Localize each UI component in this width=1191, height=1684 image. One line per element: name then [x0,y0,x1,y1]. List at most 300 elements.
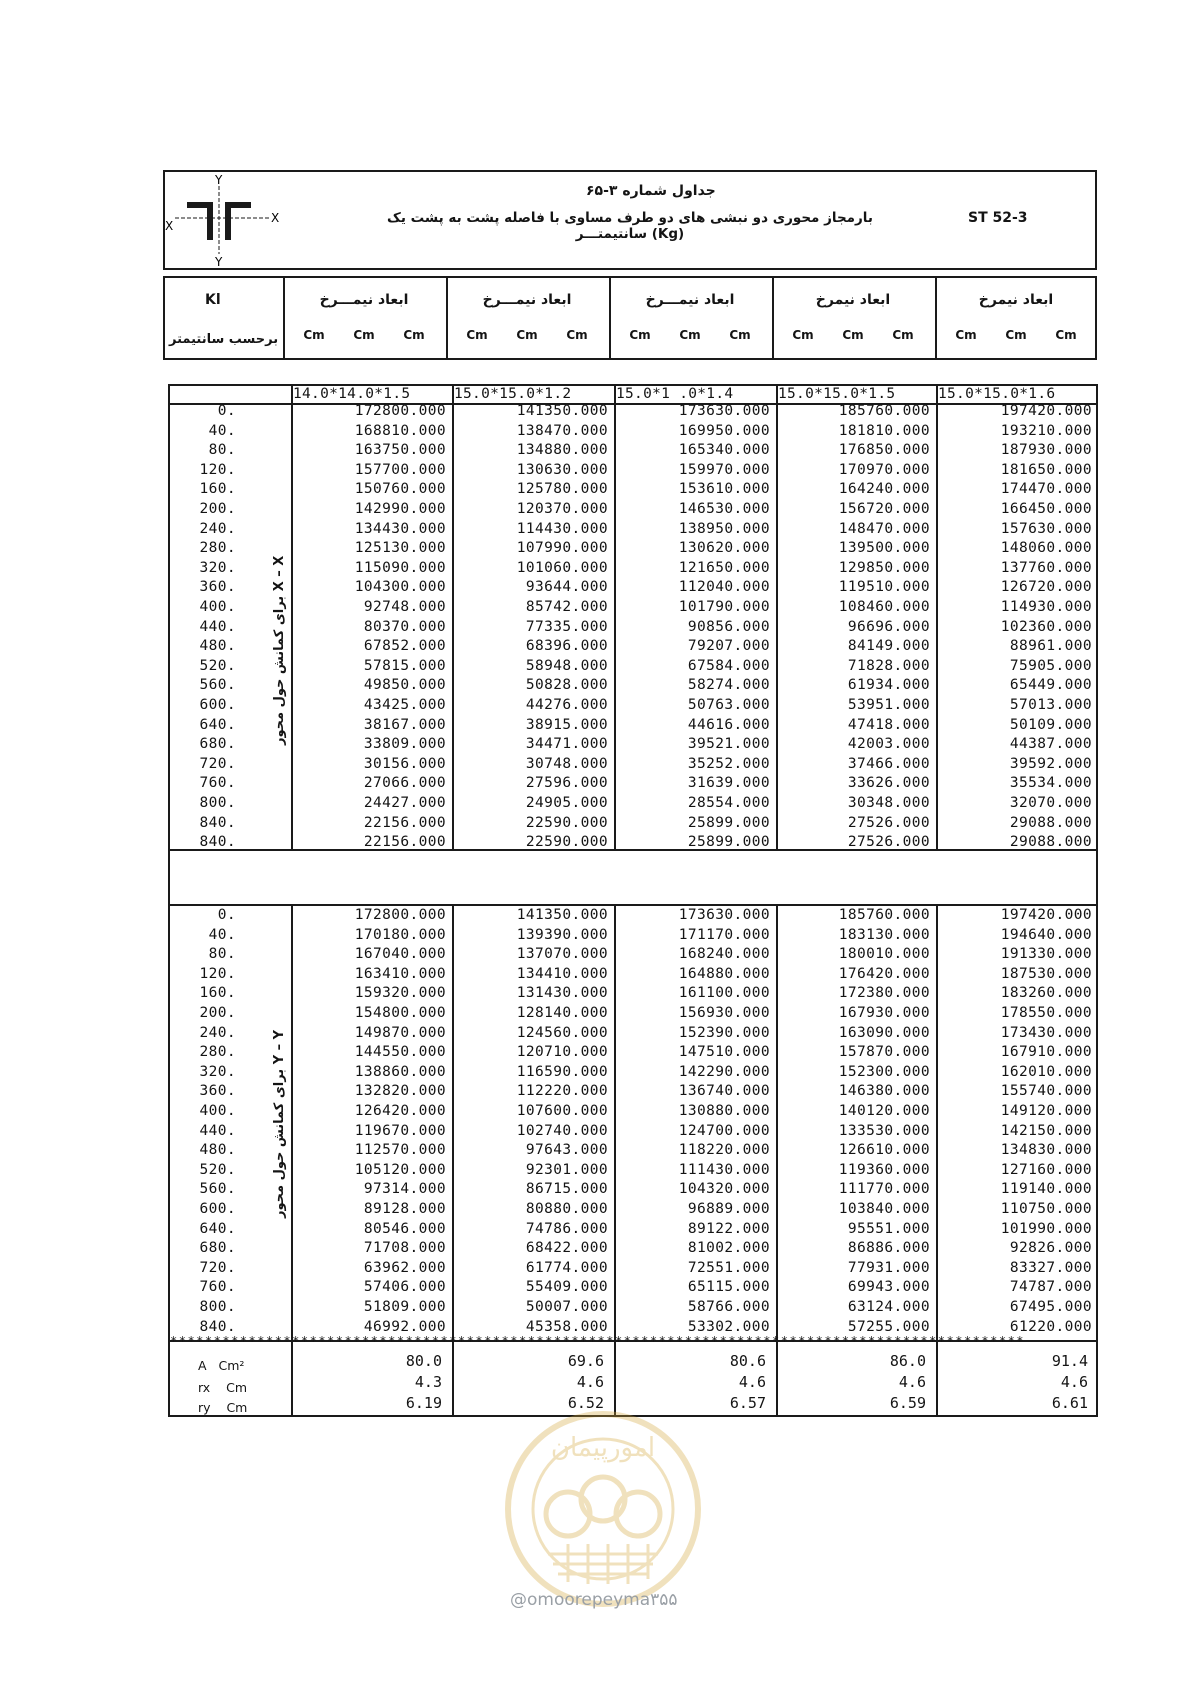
yy_section-kl-16: 640. [199,1220,236,1237]
xx_section-kl-9: 360. [199,579,236,596]
area-label [198,1358,244,1373]
yy_section-value-r13-c4: 119360.000 [838,1161,930,1178]
yy_section-value-r8-c4: 152300.000 [838,1063,930,1080]
yy_section-kl-17: 680. [199,1240,236,1257]
kl-label: Kl [205,292,221,308]
yy_section-value-r5-c5: 178550.000 [1000,1005,1092,1021]
xx_section-value-r19-c4: 33626.000 [847,775,930,792]
yy_section-value-r17-c5: 92826.000 [1009,1240,1092,1257]
yy_section-value-r10-c5: 149120.000 [1000,1103,1092,1119]
xx_section-kl-4: 160. [199,481,236,498]
xx_section-value-r10-c2: 85742.000 [525,599,608,615]
yy_section-value-r18-c5: 83327.000 [1009,1259,1092,1276]
xx_section-value-r6-c5: 157630.000 [1000,520,1092,537]
yy_section-value-r8-c3: 142290.000 [678,1063,770,1080]
yy_section-kl-11: 440. [199,1122,236,1139]
yy_section-value-r20-c2: 50007.000 [525,1299,608,1315]
xx_section-value-r13-c3: 67584.000 [687,657,770,674]
yy_section-kl-14: 560. [199,1181,236,1198]
xx_section-value-r18-c1: 30156.000 [363,755,446,772]
xx_section-value-r21-c3: 25899.000 [687,814,770,831]
xx_section-kl-5: 200. [199,501,236,517]
yy_section-value-r7-c5: 167910.000 [1000,1044,1092,1061]
yy_section-value-r1-c4: 183130.000 [838,926,930,943]
property-ry-col-4: 6.59 [889,1394,926,1412]
rx-label [198,1380,247,1395]
xx_section-value-r14-c2: 50828.000 [525,677,608,694]
yy_section-value-r11-c4: 133530.000 [838,1122,930,1139]
yy_section-value-r19-c3: 65115.000 [687,1279,770,1296]
xx_section-value-r19-c1: 27066.000 [363,775,446,792]
yy_section-value-r20-c4: 63124.000 [847,1299,930,1315]
xx_section-value-r20-c3: 28554.000 [687,795,770,811]
xx_section-kl-11: 440. [199,618,236,635]
xx_section-value-r12-c1: 67852.000 [363,638,446,655]
yy_section-value-r6-c4: 163090.000 [838,1024,930,1041]
double-angle-profile-icon [163,172,283,268]
yy_section-kl-2: 80. [208,946,236,963]
yy_section-value-r11-c5: 142150.000 [1000,1122,1092,1139]
xx_section-value-r20-c1: 24427.000 [363,795,446,811]
yy_section-kl-7: 280. [199,1044,236,1061]
xx_section-value-r14-c3: 58274.000 [687,677,770,694]
xx_section-value-r7-c1: 125130.000 [354,540,446,557]
kl-unit-label: برحسب سانتیمتر [169,332,279,347]
property-ry-col-3: 6.57 [729,1394,766,1412]
xx_section-value-r21-c4: 27526.000 [847,814,930,831]
yy_section-value-r9-c1: 132820.000 [354,1083,446,1100]
ry-unit: Cm [226,1400,248,1415]
yy_section-value-r10-c1: 126420.000 [354,1103,446,1119]
xx_section-value-r6-c3: 138950.000 [678,520,770,537]
xx_section-value-r16-c4: 47418.000 [847,716,930,733]
xx_section-value-r6-c4: 148470.000 [838,520,930,537]
unit-cm: Cm [729,328,751,342]
xx_section-value-r4-c2: 125780.000 [516,481,608,498]
unit-cm: Cm [955,328,977,342]
yy_section-value-r11-c1: 119670.000 [354,1122,446,1139]
yy_section-value-r20-c3: 58766.000 [687,1299,770,1315]
xx_section-value-r16-c1: 38167.000 [363,716,446,733]
xx_section-value-r13-c4: 71828.000 [847,657,930,674]
unit-cm: Cm [792,328,814,342]
xx_section-value-r8-c4: 129850.000 [838,559,930,576]
xx_section-kl-0: 0. [217,403,236,419]
yy_section-value-r10-c2: 107600.000 [516,1103,608,1119]
xx_section-value-r11-c3: 90856.000 [687,618,770,635]
xx_section-value-r17-c2: 34471.000 [525,736,608,753]
xx_section-value-r9-c4: 119510.000 [838,579,930,596]
ry-symbol: ry [198,1400,211,1415]
xx_section-value-r11-c2: 77335.000 [525,618,608,635]
xx_section-value-r7-c5: 148060.000 [1000,540,1092,557]
yy_section-value-r16-c4: 95551.000 [847,1220,930,1237]
yy_section-value-r14-c2: 86715.000 [525,1181,608,1198]
yy_section-value-r1-c2: 139390.000 [516,926,608,943]
yy_section-value-r1-c5: 194640.000 [1000,926,1092,943]
xx_section-value-r4-c1: 150760.000 [354,481,446,498]
xx_section-value-r11-c4: 96696.000 [847,618,930,635]
yy_section-value-r11-c3: 124700.000 [678,1122,770,1139]
yy_section-value-r11-c2: 102740.000 [516,1122,608,1139]
yy_section-value-r12-c3: 118220.000 [678,1142,770,1159]
xx_section-value-r3-c1: 157700.000 [354,461,446,478]
yy_section-kl-8: 320. [199,1063,236,1080]
property-A-col-5: 91.4 [1051,1352,1088,1370]
yy_section-value-r12-c2: 97643.000 [525,1142,608,1159]
xx_section-value-r12-c2: 68396.000 [525,638,608,655]
yy_section-kl-3: 120. [199,965,236,982]
steel-grade: ST 52-3 [968,210,1028,226]
yy_section-value-r14-c5: 119140.000 [1000,1181,1092,1198]
yy_section-value-r21-c5: 61220.000 [1009,1318,1092,1335]
yy_section-value-r7-c1: 144550.000 [354,1044,446,1061]
column-header [163,276,1097,360]
page-number: @omoorepeyma۳۵۵ [510,1590,678,1610]
xx_section-value-r16-c3: 44616.000 [687,716,770,733]
yy_section-value-r18-c1: 63962.000 [363,1259,446,1276]
yy_section-value-r13-c2: 92301.000 [525,1161,608,1178]
xx_section-kl-16: 640. [199,716,236,733]
xx_section-value-r1-c3: 169950.000 [678,422,770,439]
unit-row-5 [941,328,1091,342]
xx_section-value-r9-c3: 112040.000 [678,579,770,596]
section-divider-bottom [168,904,1098,906]
yy_section-kl-12: 480. [199,1142,236,1159]
xx_section-value-r20-c5: 32070.000 [1009,795,1092,811]
yy_section-value-r4-c1: 159320.000 [354,985,446,1002]
yy_section-value-r7-c3: 147510.000 [678,1044,770,1061]
yy_section-value-r3-c5: 187530.000 [1000,965,1092,982]
yy_section-kl-1: 40. [208,926,236,943]
yy_section-value-r0-c5: 197420.000 [1000,907,1092,923]
yy_section-kl-18: 720. [199,1259,236,1276]
xx_section-value-r15-c5: 57013.000 [1009,697,1092,713]
yy_section-kl-0: 0. [217,907,236,923]
yy_section-kl-21: 840. [199,1318,236,1335]
yy_section-value-r5-c2: 128140.000 [516,1005,608,1021]
yy_section-value-r10-c3: 130880.000 [678,1103,770,1119]
xx_section-value-r15-c2: 44276.000 [525,697,608,713]
xx_section-value-r12-c5: 88961.000 [1009,638,1092,655]
unit-row-3 [615,328,765,342]
xx_section-value-r4-c4: 164240.000 [838,481,930,498]
xx_section-value-r1-c1: 168810.000 [354,422,446,439]
xx_section-kl-15: 600. [199,697,236,713]
xx_section-value-r17-c1: 33809.000 [363,736,446,753]
yy_section-value-r14-c1: 97314.000 [363,1181,446,1198]
yy_section-value-r18-c3: 72551.000 [687,1259,770,1276]
xx_section-kl-6: 240. [199,520,236,537]
yy_section-kl-4: 160. [199,985,236,1002]
yy_section-value-r9-c5: 155740.000 [1000,1083,1092,1100]
xx_section-kl-3: 120. [199,461,236,478]
unit-cm: Cm [1005,328,1027,342]
xx_section-value-r22-c4: 27526.000 [847,834,930,851]
xx_section-value-r22-c2: 22590.000 [525,834,608,851]
yy_section-value-r18-c4: 77931.000 [847,1259,930,1276]
x-axis-right-label: X [271,211,280,225]
yy_section-kl-13: 520. [199,1161,236,1178]
yy_section-value-r0-c4: 185760.000 [838,907,930,923]
yy_section-value-r16-c2: 74786.000 [525,1220,608,1237]
yy_section-value-r2-c5: 191330.000 [1000,946,1092,963]
xx_section-value-r8-c1: 115090.000 [354,559,446,576]
xx_section-kl-2: 80. [208,442,236,459]
yy_section-value-r0-c1: 172800.000 [354,907,446,923]
xx_section-value-r0-c1: 172800.000 [354,403,446,419]
xx_section-value-r7-c3: 130620.000 [678,540,770,557]
yy_section-value-r19-c4: 69943.000 [847,1279,930,1296]
yy_section-value-r15-c2: 80880.000 [525,1201,608,1217]
yy_section-kl-9: 360. [199,1083,236,1100]
watermark-logo [498,1404,708,1614]
xx_section-value-r5-c3: 146530.000 [678,501,770,517]
xx_section-kl-17: 680. [199,736,236,753]
xx_section-value-r5-c1: 142990.000 [354,501,446,517]
profile-dims-3: 15.0*1 .0*1.4 [616,386,734,402]
yy_section-value-r3-c2: 134410.000 [516,965,608,982]
yy_section-value-r16-c5: 101990.000 [1000,1220,1092,1237]
area-symbol: A [198,1358,207,1373]
yy_section-value-r9-c4: 146380.000 [838,1083,930,1100]
yy_section-value-r21-c4: 57255.000 [847,1318,930,1335]
xx_section-value-r12-c3: 79207.000 [687,638,770,655]
xx_section-value-r22-c1: 22156.000 [363,834,446,851]
unit-row-4 [778,328,928,342]
yy_section-value-r8-c2: 116590.000 [516,1063,608,1080]
xx_section-value-r19-c5: 35534.000 [1009,775,1092,792]
yy_section-value-r2-c2: 137070.000 [516,946,608,963]
unit-cm: Cm [516,328,538,342]
yy_section-kl-15: 600. [199,1201,236,1217]
property-ry-col-5: 6.61 [1051,1394,1088,1412]
xx_section-kl-10: 400. [199,599,236,615]
xx_section-value-r14-c1: 49850.000 [363,677,446,694]
xx_section-value-r13-c5: 75905.000 [1009,657,1092,674]
yy_section-value-r5-c4: 167930.000 [838,1005,930,1021]
xx_section-value-r0-c4: 185760.000 [838,403,930,419]
xx_section-kl-18: 720. [199,755,236,772]
xx_section-value-r4-c3: 153610.000 [678,481,770,498]
xx_section-kl-7: 280. [199,540,236,557]
xx_section-value-r20-c2: 24905.000 [525,795,608,811]
xx-buckling-side-label: برای کمانش حول محور X – X [272,555,287,745]
property-A-col-1: 80.0 [405,1352,442,1370]
xx_section-kl-19: 760. [199,775,236,792]
xx_section-value-r19-c2: 27596.000 [525,775,608,792]
xx_section-value-r18-c3: 35252.000 [687,755,770,772]
xx_section-value-r13-c1: 57815.000 [363,657,446,674]
xx_section-value-r3-c3: 159970.000 [678,461,770,478]
yy_section-value-r6-c3: 152390.000 [678,1024,770,1041]
xx_section-value-r0-c3: 173630.000 [678,403,770,419]
xx_section-value-r5-c4: 156720.000 [838,501,930,517]
profile-dims-title-5: ابعاد نیمرخ [978,292,1054,308]
yy_section-value-r21-c1: 46992.000 [363,1318,446,1335]
yy_section-value-r13-c5: 127160.000 [1000,1161,1092,1178]
xx_section-value-r9-c5: 126720.000 [1000,579,1092,596]
xx_section-value-r8-c2: 101060.000 [516,559,608,576]
yy_section-value-r16-c3: 89122.000 [687,1220,770,1237]
yy_section-kl-6: 240. [199,1024,236,1041]
yy_section-kl-20: 800. [199,1299,236,1315]
watermark-text: امورپیمان [550,1433,656,1463]
yy_section-value-r3-c3: 164880.000 [678,965,770,982]
xx_section-value-r14-c4: 61934.000 [847,677,930,694]
xx_section-kl-8: 320. [199,559,236,576]
xx_section-value-r2-c3: 165340.000 [678,442,770,459]
yy_section-value-r3-c1: 163410.000 [354,965,446,982]
section-gap [170,851,1096,904]
yy_section-value-r20-c1: 51809.000 [363,1299,446,1315]
xx_section-kl-13: 520. [199,657,236,674]
yy_section-value-r4-c4: 172380.000 [838,985,930,1002]
xx_section-value-r21-c5: 29088.000 [1009,814,1092,831]
unit-cm: Cm [566,328,588,342]
yy_section-value-r4-c2: 131430.000 [516,985,608,1002]
xx_section-value-r22-c5: 29088.000 [1009,834,1092,851]
xx_section-value-r7-c4: 139500.000 [838,540,930,557]
yy_section-value-r14-c3: 104320.000 [678,1181,770,1198]
profile-dims-5: 15.0*15.0*1.6 [938,386,1056,402]
yy_section-value-r15-c1: 89128.000 [363,1201,446,1217]
profile-dims-title-1: ابعاد نیمـــرخ [319,292,409,308]
xx_section-value-r1-c4: 181810.000 [838,422,930,439]
xx_section-value-r14-c5: 65449.000 [1009,677,1092,694]
yy_section-value-r8-c1: 138860.000 [354,1063,446,1080]
yy_section-value-r15-c4: 103840.000 [838,1201,930,1217]
yy_section-kl-5: 200. [199,1005,236,1021]
unit-cm: Cm [466,328,488,342]
xx_section-value-r8-c5: 137760.000 [1000,559,1092,576]
unit-cm: Cm [353,328,375,342]
yy_section-value-r8-c5: 162010.000 [1000,1063,1092,1080]
xx_section-value-r4-c5: 174470.000 [1000,481,1092,498]
xx_section-value-r10-c5: 114930.000 [1000,599,1092,615]
yy_section-value-r17-c4: 86886.000 [847,1240,930,1257]
profile-row-divider [168,403,1098,405]
yy_section-value-r1-c1: 170180.000 [354,926,446,943]
yy_section-value-r12-c1: 112570.000 [354,1142,446,1159]
yy_section-value-r9-c2: 112220.000 [516,1083,608,1100]
property-rx-col-3: 4.6 [738,1373,766,1391]
unit-cm: Cm [842,328,864,342]
profile-dims-4: 15.0*15.0*1.5 [778,386,896,402]
property-rx-col-4: 4.6 [898,1373,926,1391]
yy_section-value-r21-c3: 53302.000 [687,1318,770,1335]
yy_section-value-r7-c4: 157870.000 [838,1044,930,1061]
xx_section-value-r16-c5: 50109.000 [1009,716,1092,733]
yy_section-value-r5-c1: 154800.000 [354,1005,446,1021]
xx_section-value-r13-c2: 58948.000 [525,657,608,674]
yy_section-value-r0-c3: 173630.000 [678,907,770,923]
yy_section-value-r20-c5: 67495.000 [1009,1299,1092,1315]
unit-row-1 [289,328,439,342]
property-rx-col-1: 4.3 [414,1373,442,1391]
yy_section-value-r18-c2: 61774.000 [525,1259,608,1276]
xx_section-value-r12-c4: 84149.000 [847,638,930,655]
profile-dims-2: 15.0*15.0*1.2 [454,386,572,402]
xx_section-value-r6-c1: 134430.000 [354,520,446,537]
yy_section-value-r0-c2: 141350.000 [516,907,608,923]
xx_section-value-r18-c5: 39592.000 [1009,755,1092,772]
yy_section-value-r16-c1: 80546.000 [363,1220,446,1237]
xx_section-value-r15-c3: 50763.000 [687,697,770,713]
yy_section-value-r15-c5: 110750.000 [1000,1201,1092,1217]
unit-row-2 [452,328,602,342]
x-axis-left-label: X [165,219,174,233]
yy-buckling-side-label: برای کمانش حول محور Y – Y [272,1029,287,1218]
xx_section-kl-22: 840. [199,834,236,851]
xx_section-value-r5-c2: 120370.000 [516,501,608,517]
property-rx-col-2: 4.6 [576,1373,604,1391]
xx_section-kl-12: 480. [199,638,236,655]
xx_section-value-r17-c3: 39521.000 [687,736,770,753]
yy_section-value-r9-c3: 136740.000 [678,1083,770,1100]
profile-dims-title-2: ابعاد نیمـــرخ [482,292,572,308]
yy_section-value-r17-c1: 71708.000 [363,1240,446,1257]
xx_section-value-r5-c5: 166450.000 [1000,501,1092,517]
yy_section-value-r15-c3: 96889.000 [687,1201,770,1217]
xx_section-value-r0-c5: 197420.000 [1000,403,1092,419]
yy_section-value-r10-c4: 140120.000 [838,1103,930,1119]
table-number: جداول شماره ۳-۶۵ [586,183,716,199]
xx_section-value-r20-c4: 30348.000 [847,795,930,811]
yy_section-value-r12-c5: 134830.000 [1000,1142,1092,1159]
yy_section-value-r4-c5: 183260.000 [1000,985,1092,1002]
y-axis-top-label: Y [215,173,223,187]
xx_section-value-r3-c2: 130630.000 [516,461,608,478]
xx_section-kl-1: 40. [208,422,236,439]
xx_section-value-r3-c4: 170970.000 [838,461,930,478]
xx_section-value-r22-c3: 25899.000 [687,834,770,851]
xx_section-value-r10-c1: 92748.000 [363,599,446,615]
property-A-col-3: 80.6 [729,1352,766,1370]
xx_section-value-r9-c1: 104300.000 [354,579,446,596]
xx_section-value-r9-c2: 93644.000 [525,579,608,596]
xx_section-kl-21: 840. [199,814,236,831]
y-axis-bottom-label: Y [215,255,223,268]
property-ry-col-1: 6.19 [405,1394,442,1412]
yy_section-value-r4-c3: 161100.000 [678,985,770,1002]
yy_section-value-r13-c3: 111430.000 [678,1161,770,1178]
yy_section-value-r6-c1: 149870.000 [354,1024,446,1041]
xx_section-value-r15-c1: 43425.000 [363,697,446,713]
yy_section-value-r13-c1: 105120.000 [354,1161,446,1178]
yy_section-value-r19-c5: 74787.000 [1009,1279,1092,1296]
xx_section-value-r1-c5: 193210.000 [1000,422,1092,439]
xx_section-value-r2-c4: 176850.000 [838,442,930,459]
yy_section-value-r6-c5: 173430.000 [1000,1024,1092,1041]
yy_section-value-r19-c1: 57406.000 [363,1279,446,1296]
xx_section-value-r21-c1: 22156.000 [363,814,446,831]
yy_section-value-r19-c2: 55409.000 [525,1279,608,1296]
profile-dims-1: 14.0*14.0*1.5 [293,386,411,402]
xx_section-value-r6-c2: 114430.000 [516,520,608,537]
xx_section-value-r2-c2: 134880.000 [516,442,608,459]
yy_section-value-r2-c4: 180010.000 [838,946,930,963]
area-unit: Cm² [218,1358,245,1373]
xx_section-value-r1-c2: 138470.000 [516,422,608,439]
property-ry-col-2: 6.52 [567,1394,604,1412]
yy_section-kl-19: 760. [199,1279,236,1296]
xx_section-value-r11-c1: 80370.000 [363,618,446,635]
yy_section-kl-10: 400. [199,1103,236,1119]
xx_section-value-r17-c4: 42003.000 [847,736,930,753]
yy_section-value-r2-c3: 168240.000 [678,946,770,963]
xx_section-value-r18-c2: 30748.000 [525,755,608,772]
